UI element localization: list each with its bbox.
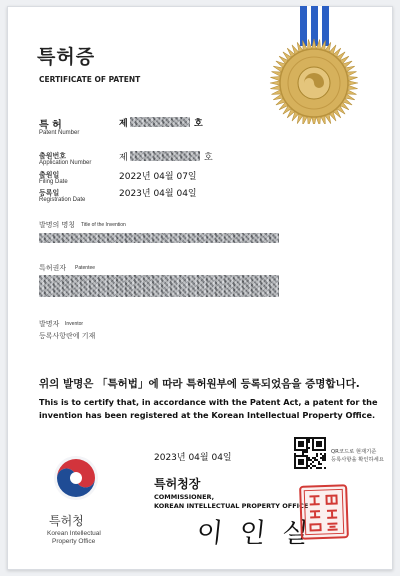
statement-korean: 위의 발명은 「특허법」에 따라 특허원부에 등록되었음을 증명합니다.: [39, 378, 360, 390]
official-red-stamp: [299, 484, 349, 540]
certificate-title: 특허증: [37, 46, 96, 68]
patent-number-prefix: 제: [119, 119, 128, 129]
inventor-label: 발명자: [39, 320, 60, 328]
application-number-label-en: Application Number: [39, 160, 92, 166]
gold-seal: [262, 6, 372, 124]
filing-date-value: 2022년 04월 07일: [119, 172, 197, 182]
qr-note-line2: 등록사항을 확인하세요: [331, 457, 384, 463]
invention-title-label: 발명의 명칭: [39, 221, 76, 229]
signatory-title-ko: 특허청장: [154, 477, 201, 491]
application-number-label: 출원번호: [39, 152, 67, 160]
kipo-name-en-line2: Property Office: [52, 538, 96, 545]
kipo-name-en-line1: Korean Intellectual: [47, 530, 101, 537]
handwritten-signature: 이 인 실: [195, 518, 314, 549]
signatory-title-en-line1: COMMISSIONER,: [154, 493, 215, 501]
kipo-logo: [53, 455, 99, 501]
patentee-label-en: Patentee: [75, 265, 96, 271]
application-number-redacted: [130, 151, 200, 161]
registration-date-label: 등록일: [39, 189, 60, 197]
qr-code[interactable]: [294, 437, 326, 469]
patent-number-label-en: Patent Number: [39, 130, 80, 136]
invention-title-redacted: [39, 233, 279, 243]
inventor-value: 등록사항란에 기재: [39, 332, 96, 340]
application-number-prefix: 제: [119, 153, 128, 163]
kipo-name-ko: 특허청: [49, 514, 84, 528]
registration-date-value: 2023년 04월 04일: [119, 189, 197, 199]
statement-english-line2: invention has been registered at the Korean Intellectual Property Office.: [39, 410, 376, 420]
invention-title-label-en: Title of the Invention: [81, 222, 126, 228]
application-number-suffix: 호: [204, 153, 213, 163]
patent-number-redacted: [130, 117, 190, 127]
patentee-label: 특허권자: [39, 264, 67, 272]
patent-number-label: 특 허: [39, 120, 62, 131]
filing-date-label-en: Filing Date: [39, 179, 68, 185]
certificate-page: [7, 6, 393, 570]
patent-number-suffix: 호: [194, 119, 203, 129]
certificate-subtitle: CERTIFICATE OF PATENT: [39, 75, 141, 84]
issue-date: 2023년 04월 04일: [154, 453, 232, 463]
filing-date-label: 출원일: [39, 171, 60, 179]
patentee-redacted: [39, 275, 279, 297]
statement-english-line1: This is to certify that, in accordance with the Patent Act, a patent for the: [39, 397, 378, 407]
registration-date-label-en: Registration Date: [39, 197, 86, 203]
inventor-label-en: Inventor: [65, 321, 84, 327]
qr-note-line1: QR코드로 현재기준: [331, 449, 377, 455]
signatory-title-en-line2: KOREAN INTELLECTUAL PROPERTY OFFICE: [154, 502, 309, 510]
